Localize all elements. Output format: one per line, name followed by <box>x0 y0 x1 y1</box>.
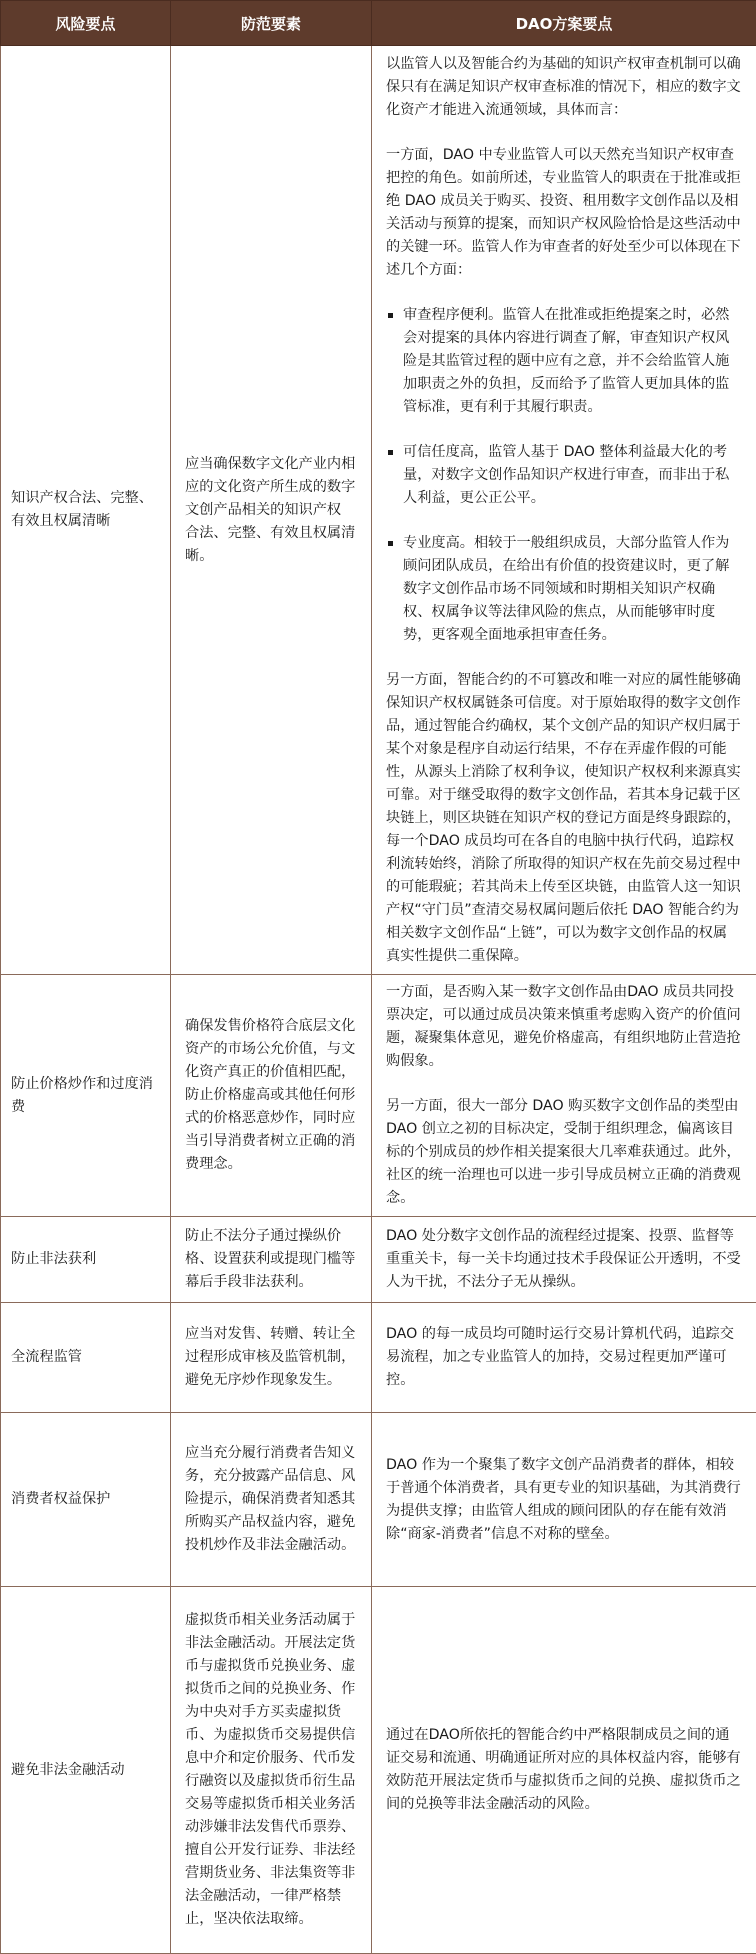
dao-cell: DAO 处分数字文创作品的流程经过提案、投票、监督等重重关卡，每一关卡均通过技术手段保证公开透明，不受人为干扰，不法分子无从操纵。 <box>372 1217 756 1303</box>
dao-paragraph: 一方面，是否购入某一数字文创作品由DAO 成员共同投票决定，可以通过成员决策来慎重考虑购入资产的价值问题，凝聚集体意见，避免价格虚高，有组织地防止营造抢购假象。 <box>386 981 741 1073</box>
list-item <box>386 441 741 510</box>
prevention-cell: 防止不法分子通过操纵价格、设置获利或提现门槛等幕后手段非法获利。 <box>171 1217 372 1303</box>
prevention-cell: 应当确保数字文化产业内相应的文化资产所生成的数字文创产品相关的知识产权 合法、完整、有效且权属清晰。 <box>171 46 372 975</box>
header-dao: DAO方案要点 <box>372 1 756 46</box>
risk-cell: 避免非法金融活动 <box>1 1587 171 1954</box>
prevention-cell: 确保发售价格符合底层文化资产的市场公允价值，与文化资产真正的价值相匹配，防止价格虚高或其他任何形式的价格恶意炒作，同时应当引导消费者树立正确的消费理念。 <box>171 975 372 1217</box>
table-row <box>1 1587 756 1954</box>
dao-intro: 以监管人以及智能合约为基础的知识产权审查机制可以确保只有在满足知识产权审查标准的情况下，相应的数字文化资产才能进入流通领域，具体而言： <box>386 53 741 122</box>
dao-cell: DAO 作为一个聚集了数字文创产品消费者的群体，相较于普通个体消费者，具有更专业的知识基础，为其消费行为提供支撑；由监管人组成的顾问团队的存在能有效消除“商家-消费者”信息不对称的壁垒。 <box>372 1413 756 1587</box>
risk-cell: 知识产权合法、完整、有效且权属清晰 <box>1 46 171 975</box>
square-bullet-icon <box>388 450 393 455</box>
prevention-cell: 虚拟货币相关业务活动属于非法金融活动。开展法定货币与虚拟货币兑换业务、虚拟货币之间的兑换业务、作为中央对手方买卖虚拟货币、为虚拟货币交易提供信息中介和定价服务、代币发行融资以及虚拟货币衍生品交易等虚拟货币相关业务活动涉嫌非法发售代币票券、擅自公开发行证券、非法经营期货业务、非法集资等非法金融活动，一律严格禁止，坚决依法取缔。 <box>171 1587 372 1954</box>
prevention-cell: 应当充分履行消费者告知义务，充分披露产品信息、风险提示，确保消费者知悉其所购买产品权益内容，避免投机炒作及非法金融活动。 <box>171 1413 372 1587</box>
square-bullet-icon <box>388 541 393 546</box>
table-row <box>1 1413 756 1587</box>
list-item-text: 审查程序便利。监管人在批准或拒绝提案之时，必然会对提案的具体内容进行调查了解，审查知识产权风险是其监管过程的题中应有之意，并不会给监管人施加职责之外的负担，反而给予了监管人更加具体的监管标准，更有利于其履行职责。 <box>403 307 729 415</box>
list-item <box>386 532 741 647</box>
risk-cell: 防止非法获利 <box>1 1217 171 1303</box>
list-item-text: 可信任度高，监管人基于 DAO 整体利益最大化的考量，对数字文创作品知识产权进行审查，而非出于私人利益，更公正公平。 <box>403 444 729 506</box>
square-bullet-icon <box>388 313 393 318</box>
prevention-cell: 应当对发售、转赠、转让全过程形成审核及监管机制，避免无序炒作现象发生。 <box>171 1303 372 1413</box>
table-row <box>1 1217 756 1303</box>
dao-cell: 通过在DAO所依托的智能合约中严格限制成员之间的通证交易和流通、明确通证所对应的具体权益内容，能够有效防范开展法定货币与虚拟货币之间的兑换、虚拟货币之间的兑换等非法金融活动的风险。 <box>372 1587 756 1954</box>
list-item <box>386 304 741 419</box>
risk-cell: 防止价格炒作和过度消费 <box>1 975 171 1217</box>
dao-paragraph: 一方面，DAO 中专业监管人可以天然充当知识产权审查把控的角色。如前所述，专业监管人的职责在于批准或拒绝 DAO 成员关于购买、投资、租用数字文创作品以及相关活动与预算的提案，而知识产权风险恰恰是这些活动中的关键一环。监管人作为审查者的好处至少可以体现在下述几个方面： <box>386 144 741 282</box>
table-row <box>1 46 756 975</box>
table-row <box>1 1303 756 1413</box>
dao-cell <box>372 975 756 1217</box>
dao-cell: DAO 的每一成员均可随时运行交易计算机代码，追踪交易流程，加之专业监管人的加持，交易过程更加严谨可控。 <box>372 1303 756 1413</box>
risk-cell: 全流程监管 <box>1 1303 171 1413</box>
table-header-row <box>1 1 756 46</box>
dao-paragraph: 另一方面，很大一部分 DAO 购买数字文创作品的类型由 DAO 创立之初的目标决定，受制于组织理念，偏离该目标的个别成员的炒作相关提案很大几率难获通过。此外，社区的统一治理也可以进一步引导成员树立正确的消费观念。 <box>386 1095 741 1210</box>
risk-cell: 消费者权益保护 <box>1 1413 171 1587</box>
header-prevention: 防范要素 <box>171 1 372 46</box>
dao-cell <box>372 46 756 975</box>
header-risk: 风险要点 <box>1 1 171 46</box>
dao-paragraph: 另一方面，智能合约的不可篡改和唯一对应的属性能够确保知识产权权属链条可信度。对于原始取得的数字文创作品，通过智能合约确权，某个文创产品的知识产权归属于某个对象是程序自动运行结果，不存在弄虚作假的可能性，从源头上消除了权利争议，使知识产权权利来源真实可靠。对于继受取得的数字文创作品，若其本身记载于区块链上，则区块链在知识产权的登记方面是终身跟踪的，每一个DAO 成员均可在各自的电脑中执行代码，追踪权利流转始终，消除了所取得的知识产权在先前交易过程中的可能瑕疵；若其尚未上传至区块链，由监管人这一知识产权“守门员”查清交易权属问题后依托 DAO 智能合约为相关数字文创作品“上链”，可以为数字文创作品的权属真实性提供二重保障。 <box>386 669 741 968</box>
dao-bullet-list <box>386 304 741 647</box>
list-item-text: 专业度高。相较于一般组织成员，大部分监管人作为顾问团队成员，在给出有价值的投资建议时，更了解数字文创作品市场不同领域和时期相关知识产权确权、权属争议等法律风险的焦点，从而能够审时度势，更客观全面地承担审查任务。 <box>403 535 729 643</box>
table-row <box>1 975 756 1217</box>
